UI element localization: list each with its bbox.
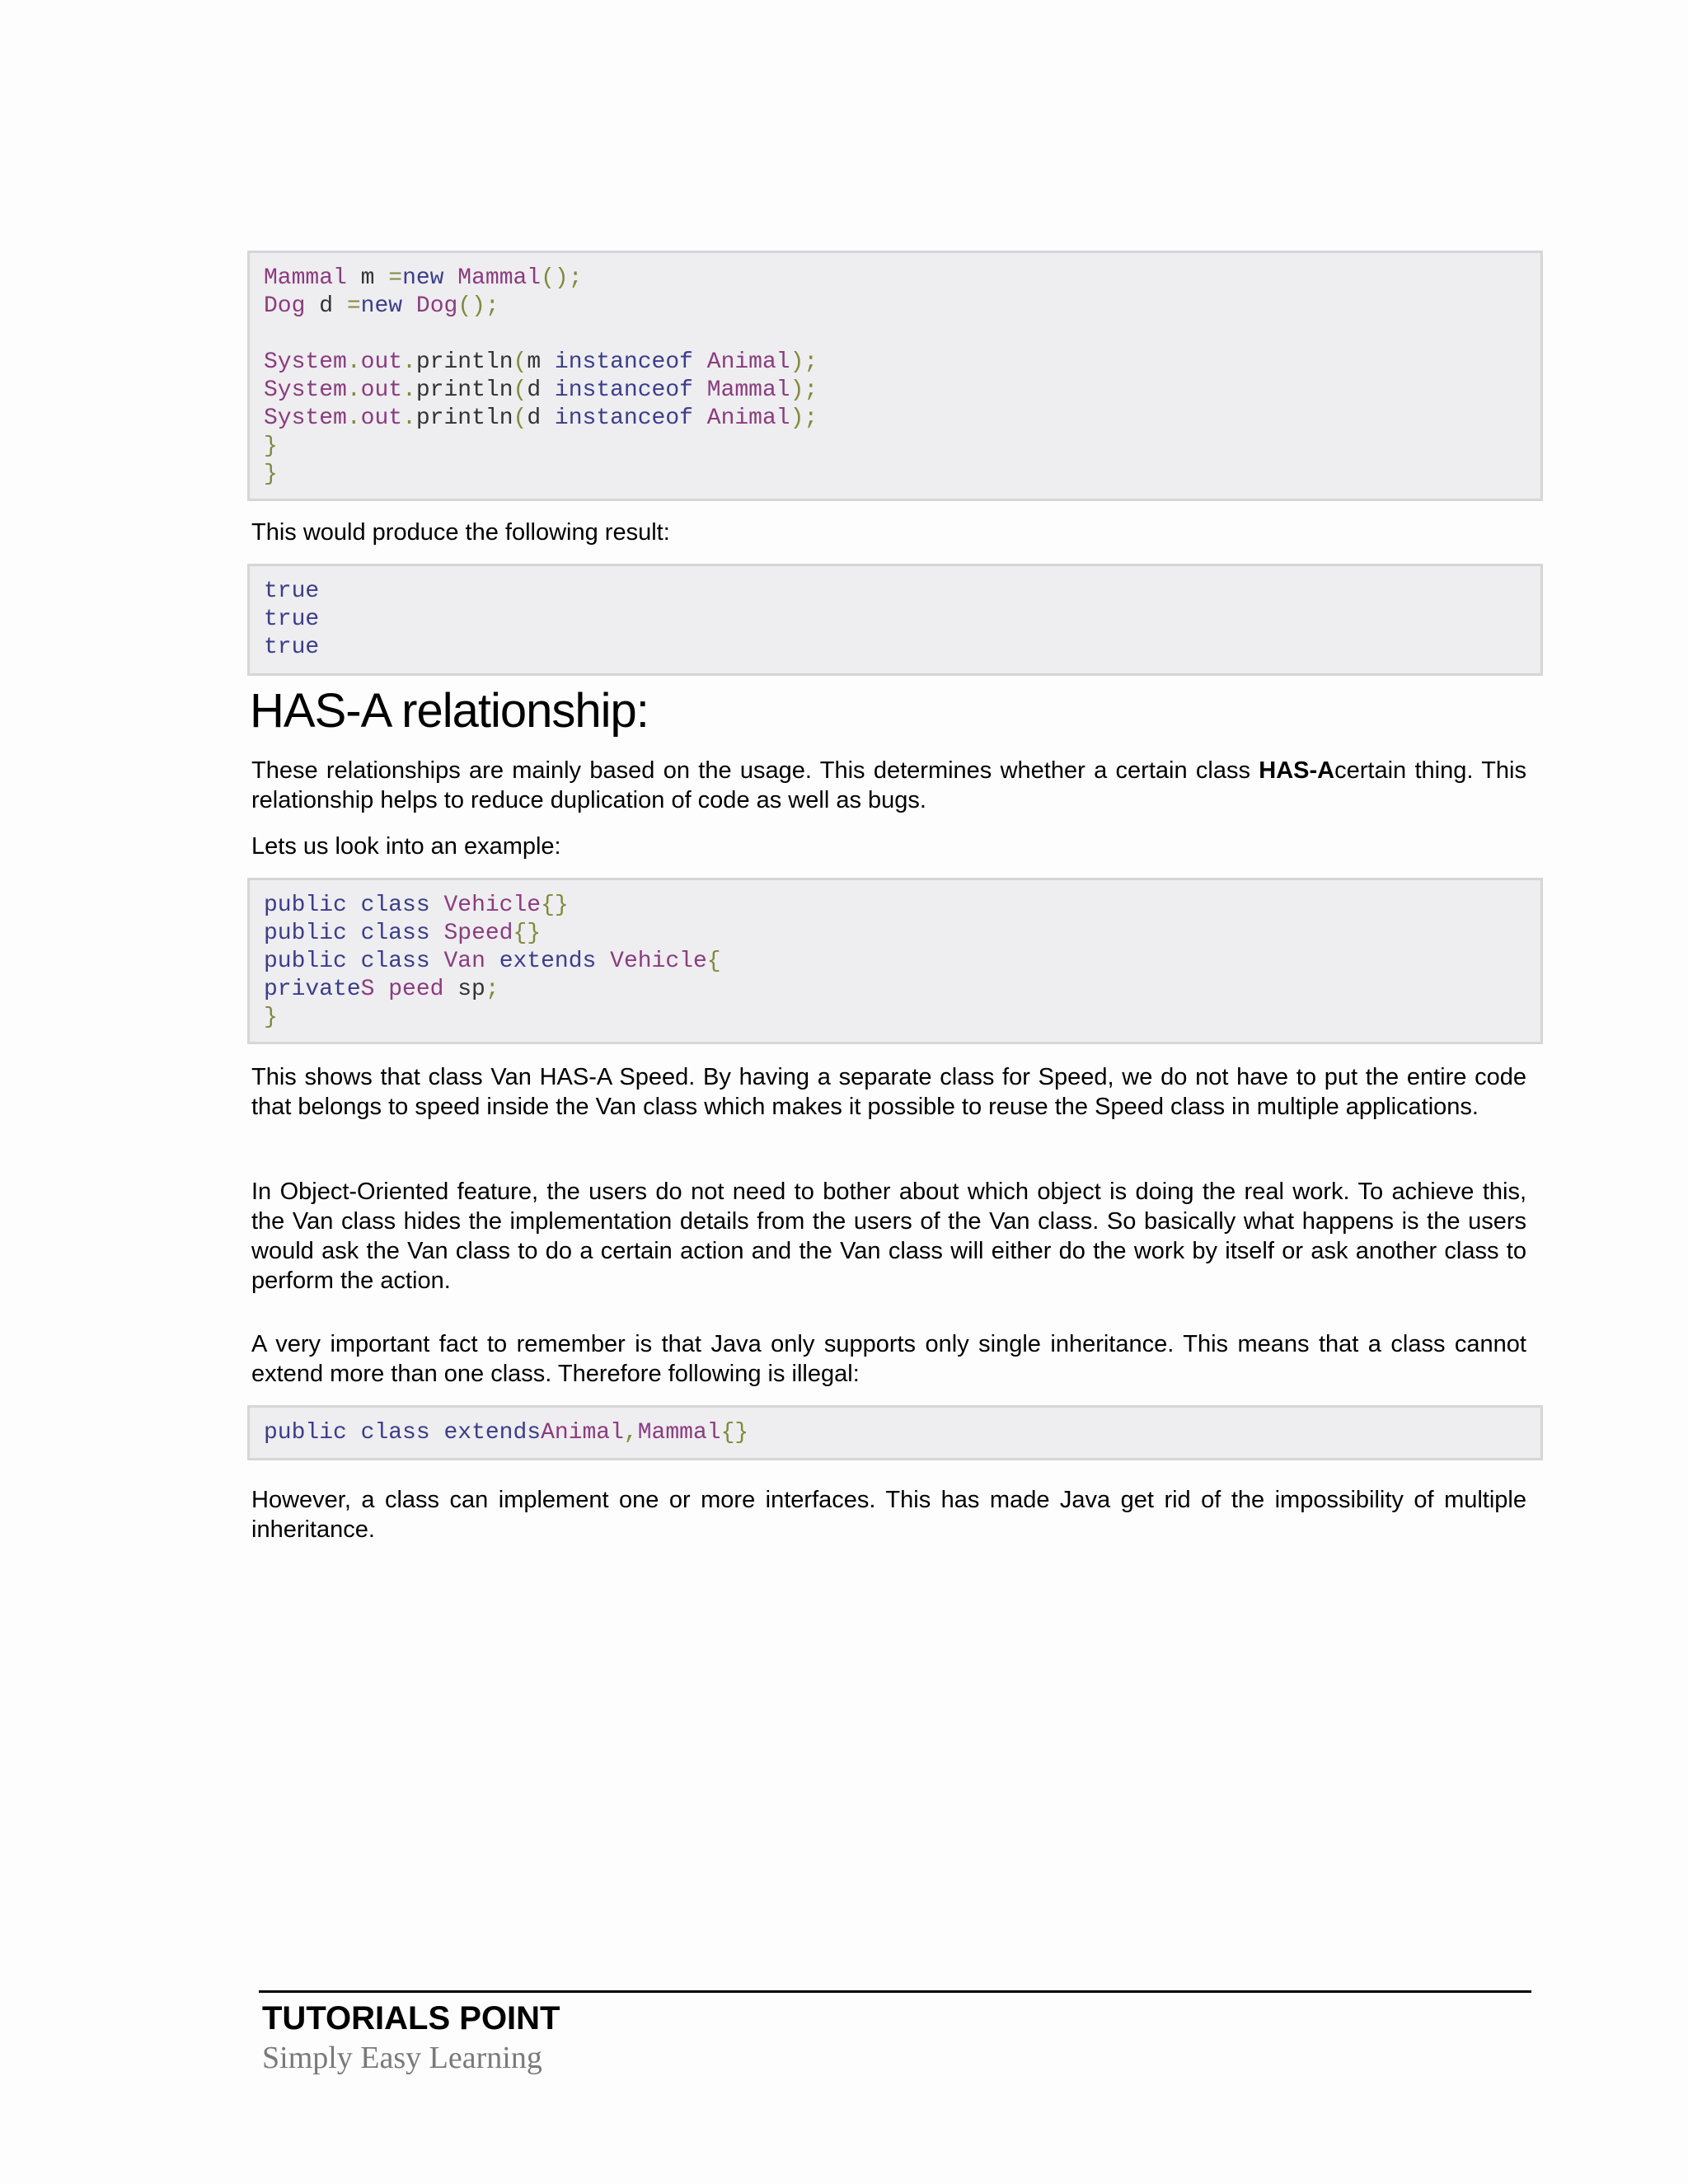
paragraph-van: This shows that class Van HAS-A Speed. By having a separate class for Speed, we do not have to put the entire code that belongs to speed inside the Van class which makes it possible to reuse the Speed class in multiple applications. [251, 1064, 1526, 1120]
code-line: } [264, 462, 278, 487]
paragraph-object-oriented: In Object-Oriented feature, the users do not need to bother about which object is doing the real work. To achieve this, the Van class hides the implementation details from the users of the Van class. So basically what happens is the users would ask the Van class to do a certain action and the Van class will either do the work by itself or ask another class to perform the action. [251, 1179, 1526, 1294]
code-line: public class Van extends Vehicle{ [264, 949, 721, 974]
code-block-instanceof [247, 251, 1543, 501]
code-line: System.out.println(d instanceof Mammal); [264, 377, 818, 403]
code-line: System.out.println(m instanceof Animal); [264, 349, 818, 375]
code-line: true [264, 579, 320, 604]
paragraph-single-inheritance: A very important fact to remember is that Java only supports only single inheritance. This means that a class cannot extend more than one class. Therefore following is illegal: [251, 1331, 1526, 1387]
has-a-bold-term: HAS-A [1259, 757, 1335, 784]
code-line: public class Vehicle{} [264, 893, 569, 918]
has-a-text-before: These relationships are mainly based on the usage. This determines whether a certain class [251, 757, 1259, 784]
footer-divider [259, 1990, 1531, 1993]
has-a-text-after: certain thing. This relationship helps to reduce duplication of code as well as bugs. [251, 757, 1526, 813]
code-block-output [247, 564, 1543, 676]
section-heading: HAS-A relationship: [250, 684, 649, 738]
code-block-vehicle [247, 878, 1543, 1044]
code-line: public class Speed{} [264, 921, 542, 946]
result-intro: This would produce the following result: [251, 519, 670, 546]
footer-tagline: Simply Easy Learning [262, 2041, 542, 2075]
code-line: Mammal m =new Mammal(); [264, 265, 583, 291]
code-line: public class extendsAnimal,Mammal{} [264, 1420, 749, 1446]
example-intro: Lets us look into an example: [251, 833, 561, 860]
code-line: Dog d =new Dog(); [264, 293, 499, 319]
paragraph-interfaces: However, a class can implement one or more interfaces. This has made Java get rid of the impossibility of multiple inheritance. [251, 1487, 1526, 1543]
code-line: System.out.println(d instanceof Animal); [264, 405, 818, 431]
code-line [264, 321, 1540, 349]
footer-brand: TUTORIALS POINT [262, 2000, 560, 2036]
paragraph-has-a [251, 756, 1526, 815]
code-line: } [264, 1005, 278, 1030]
code-block-illegal [247, 1405, 1543, 1460]
code-line: privateS peed sp; [264, 977, 499, 1002]
code-line: true [264, 635, 320, 660]
code-line: } [264, 434, 278, 459]
code-line: true [264, 607, 320, 632]
